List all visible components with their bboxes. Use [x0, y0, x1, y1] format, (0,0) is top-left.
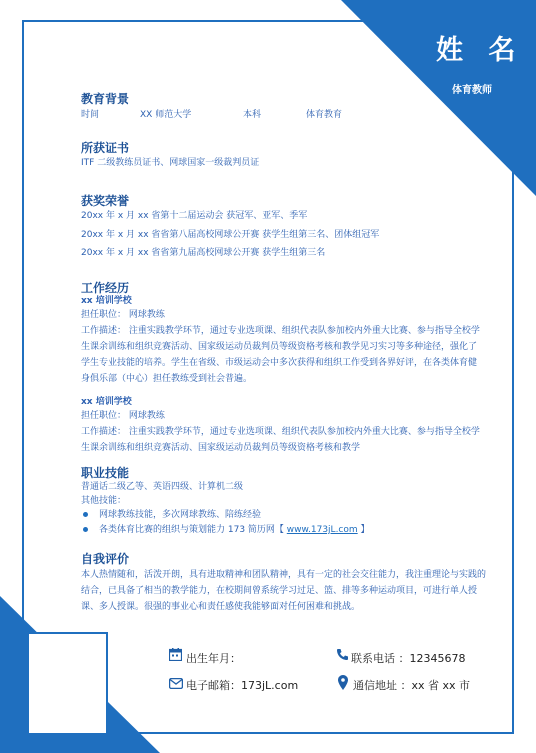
honor-item: 20xx 年 x 月 xx 省第十二届运动会 获冠军、亚军、季军 — [81, 211, 308, 221]
job-position: 担任职位： 网球教练 — [81, 310, 165, 320]
skill-bullet-text: 各类体育比赛的组织与策划能力 173 简历网【 — [99, 525, 287, 535]
skill-bullet-item: 网球教练技能，多次网球教练、陪练经验 — [99, 510, 262, 520]
contact-phone: 联系电话 ：12345678 — [351, 652, 466, 665]
edu-degree: 本科 — [243, 110, 262, 120]
skill-bullet-item-2 — [99, 522, 370, 538]
calendar-icon — [169, 648, 182, 661]
section-title-certificates: 所获证书 — [81, 141, 130, 155]
honor-item: 20xx 年 x 月 xx 省省第八届高校网球公开赛 获学生组第三名、团体组冠军 — [81, 230, 380, 240]
certificates-text: ITF 二级教练员证书、网球国家一级裁判员证 — [81, 158, 260, 168]
job-description: 工作描述： 注重实践教学环节，通过专业选项课、组织代表队参加校内外重大比赛、参与指导全校学生课余训练和组织竞赛活动、国家级运动员裁判员等级资格考核和教学见习实习等多种途径，强化了学生专业技能的培养。学生在省级、市级运动会中多次获得和组织工作受到各界好评，在各类体育健身俱乐部（中心）担任教练受到社会普遍。 — [81, 326, 480, 384]
section-title-work: 工作经历 — [81, 281, 130, 295]
edu-school: XX 师范大学 — [140, 110, 192, 120]
photo-placeholder — [27, 632, 108, 735]
edu-major: 体育教育 — [306, 110, 343, 120]
skill-bullet-tail: 】 — [357, 525, 370, 535]
edu-time: 时间 — [81, 110, 100, 120]
job-position: 担任职位： 网球教练 — [81, 411, 165, 421]
job-org: xx 培训学校 — [81, 397, 132, 407]
phone-icon — [336, 648, 349, 661]
skills-languages: 普通话二级乙等、英语四级、计算机二级 — [81, 482, 244, 492]
section-title-self-eval: 自我评价 — [81, 552, 130, 566]
contact-email: 电子邮箱：173jL.com — [186, 679, 299, 692]
bullet-icon — [83, 527, 88, 532]
mail-icon — [169, 678, 183, 689]
self-eval-text: 本人热情随和，活泼开朗，具有进取精神和团队精神，具有一定的社会交往能力，我注重理论与实践的结合，已具备了相当的教学能力，在校期间曾系统学习过足、篮、排等多种运动项目，可进行单人授课、多人授课。很强的事业心和责任感使我能够面对任何困难和挑战。 — [81, 570, 487, 612]
section-title-honors: 获奖荣誉 — [81, 194, 130, 208]
contact-birth: 出生年月： — [186, 652, 241, 665]
job-description: 工作描述： 注重实践教学环节，通过专业选项课、组织代表队参加校内外重大比赛、参与指导全校学生课余训练和组织竞赛活动、国家级运动员裁判员等级资格考核和教学 — [81, 427, 480, 453]
section-title-skills: 职业技能 — [81, 466, 130, 480]
candidate-name: 姓 名 — [436, 35, 524, 66]
job-org: xx 培训学校 — [81, 296, 132, 306]
honor-item: 20xx 年 x 月 xx 省省第九届高校网球公开赛 获学生组第三名 — [81, 248, 326, 258]
candidate-role: 体育教师 — [452, 85, 492, 96]
bullet-icon — [83, 512, 88, 517]
location-icon — [338, 675, 348, 690]
skills-other-label: 其他技能： — [81, 496, 127, 506]
website-link[interactable]: www.173jL.com — [286, 525, 358, 535]
section-title-education: 教育背景 — [81, 92, 130, 106]
contact-address: 通信地址 ：xx 省 xx 市 — [353, 679, 471, 692]
